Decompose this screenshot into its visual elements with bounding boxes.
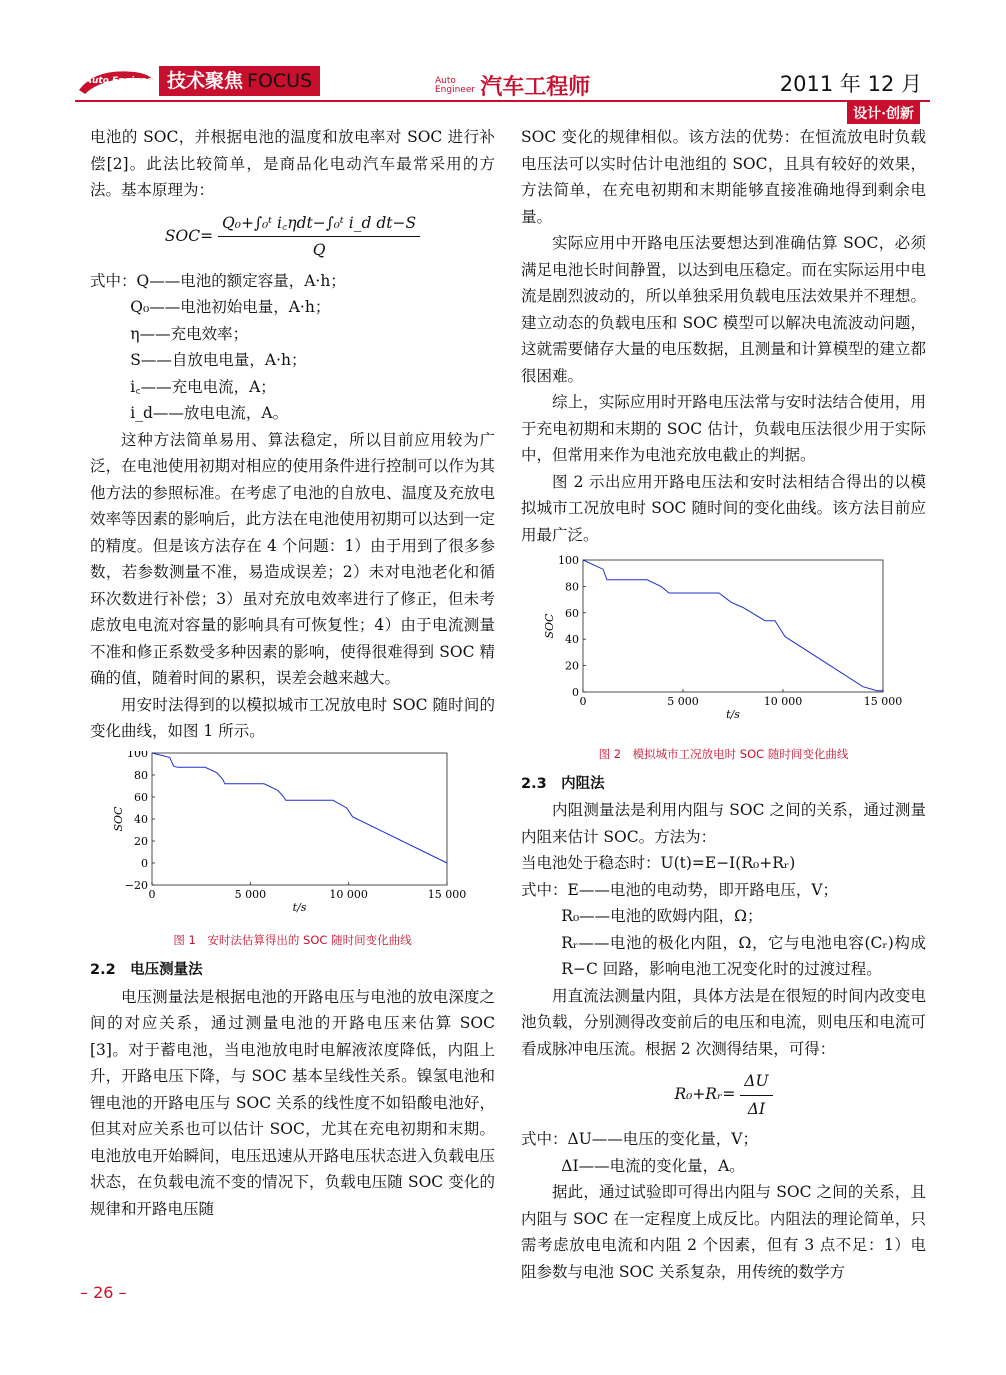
x-tick-label: 15 000 [863,695,903,708]
resistance-formula: R₀+Rᵣ= $\frac{\Delta U}{\Delta I}$ [521,1068,926,1122]
figure-1 [90,751,495,930]
section-heading: 2.2 电压测量法 [90,962,203,978]
y-tick-label: −20 [124,878,148,892]
paragraph: 电池的 SOC，并根据电池的温度和放电率对 SOC 进行补偿[2]。此法比较简单，是商品化电动汽车最常采用的方法。基本原理为： [90,128,495,199]
section-name: 技术聚焦 [167,70,244,92]
symbol-definition: Q₀——电池初始电量，A·h； [130,298,331,316]
y-tick-label: 0 [141,856,148,870]
x-tick-label: 10 000 [329,887,368,901]
soc-chart-2 [521,554,926,734]
symbol-definition: Rᵣ——电池的极化内阻，Ω，它与电池电容(Cᵣ)构成 R−C 回路，影响电池工况变化时的过渡过程。 [561,933,926,978]
figure-2 [521,554,926,743]
section-name-en: FOCUS [247,70,313,92]
symbol-definition: i_d——放电电流，A。 [130,404,289,422]
x-tick-label: 10 000 [763,695,803,708]
x-tick-label: 5 000 [234,887,267,901]
symbol-definition: η——充电效率； [130,324,249,343]
left-column [90,124,495,1222]
paragraph: 内阻测量法是利用内阻与 SOC 之间的关系，通过测量内阻来估计 SOC。方法为： [521,801,926,846]
soc-series-line [583,560,883,691]
x-tick-label: 15 000 [427,887,467,901]
symbol-definition: 式中：ΔU——电压的变化量，V； [521,1130,758,1148]
page-header [75,62,930,122]
svg-text:Auto Engineer: Auto Engineer [85,76,155,86]
x-tick-label: 0 [148,887,156,901]
y-tick-label: 100 [558,554,579,567]
x-tick-label: 0 [579,695,587,708]
paragraph: SOC 变化的规律相似。该方法的优势：在恒流放电时负载电压法可以实时估计电池组的 SOC，且具有较好的效果，方法简单，在充电初期和末期能够直接准确地得到剩余电量。 [521,128,926,226]
soc-formula: SOC= $\frac{\text{Q₀+∫₀ᵗ i꜀ηdt−∫₀ᵗ i\_d dt−S}}{Q}$ [90,210,495,264]
figure-caption: 图 2 模拟城市工况放电时 SOC 随时间变化曲线 [598,746,849,761]
soc-series-line [152,753,447,863]
paragraph: 这种方法简单易用、算法稳定，所以目前应用较为广泛，在电池使用初期对相应的使用条件进行控制可以作为其他方法的参照标准。在考虑了电池的自放电、温度及充放电效率等因素的影响后，此方法在电池使用初期可以达到一定的精度。但是该方法存在 4 个问题：1）由于用到了很多参数，若参数测量不准，易造成误差；2）未对电池老化和循环次数进行补偿；3）虽对充放电效率进行了修正，但未考虑放电电流对容量的影响具有可恢复性；4）由于电流测量不准和修正系数受多种因素的影响，使得很难得到 SOC 精确的值，随着时间的累积，误差会越来越大。 [90,430,495,687]
section-tab [159,66,320,96]
paragraph: 电压测量法是根据电池的开路电压与电池的放电深度之间的对应关系，通过测量电池的开路电压来估算 SOC [3]。对于蓄电池，当电池放电时电解液浓度降低，内阻上升，开路电压下降，与 SOC 基本呈线性关系。镍氢电池和锂电池的开路电压与 SOC 关系的线性度不如铅酸电池好，但其对应关系也可以估计 SOC，尤其在充电初期和末期。电池放电开始瞬间，电压迅速从开路电压状态进入负载电压状态，在负载电流不变的情况下，负载电压随 SOC 变化的规律和开路电压随 [90,987,495,1218]
y-tick-label: 40 [565,633,579,647]
y-tick-label: 20 [134,834,148,848]
symbol-definition: i꜀——充电电流，A； [130,377,276,396]
plot-frame [152,753,447,885]
y-axis-label: SOC [543,613,556,639]
y-axis-label: SOC [112,806,125,831]
x-tick-label: 5 000 [667,695,699,708]
y-tick-label: 80 [134,768,148,782]
right-column [521,124,926,1285]
y-tick-label: 0 [572,686,579,699]
paragraph: 用直流法测量内阻，具体方法是在很短的时间内改变电池负载，分别测得改变前后的电压和电流，则电压和电流可看成脉冲电压流。根据 2 次测得结果，可得： [521,986,926,1058]
y-tick-label: 80 [565,580,579,594]
tagline-badge: 设计·创新 [847,102,920,124]
x-axis-label: t/s [726,708,740,721]
section-heading: 2.3 内阻法 [521,775,605,792]
symbol-definition: S——自放电电量，A·h； [130,351,307,369]
x-axis-label: t/s [292,900,307,914]
y-tick-label: 40 [134,812,148,826]
y-tick-label: 20 [565,659,579,673]
symbol-definition: 式中：Q——电池的额定容量，A·h； [90,271,346,290]
page-number: – 26 – [80,1283,127,1302]
symbol-definition: R₀——电池的欧姆内阻，Ω； [561,907,763,925]
symbol-definition: ΔI——电流的变化量，A。 [561,1156,745,1175]
magazine-title [435,70,590,101]
soc-chart-1 [90,751,495,921]
paragraph: 综上，实际应用时开路电压法常与安时法结合使用，用于充电初期和末期的 SOC 估计，负载电压法很少用于实际中，但常用来作为电池充放电截止的判据。 [521,393,926,464]
auto-engineer-logo [75,66,155,96]
y-tick-label: 60 [134,790,148,804]
y-tick-label: 60 [565,606,579,620]
y-tick-label: 100 [127,750,148,760]
paragraph: 图 2 示出应用开路电压法和安时法相结合得出的以模拟城市工况放电时 SOC 随时间的变化曲线。该方法目前应用最广泛。 [521,472,926,544]
paragraph: 实际应用中开路电压法要想达到准确估算 SOC，必须满足电池长时间静置，以达到电压稳定。而在实际运用中电流是剧烈波动的，所以单独采用负载电压法效果并不理想。建立动态的负载电压和 SOC 模型可以解决电流波动问题，这就需要储存大量的电压数据，且测量和计算模型的建立都很困难。 [521,234,926,385]
magazine-name: 汽车工程师 [480,75,591,100]
magazine-subtitle: Auto Engineer [435,75,476,95]
header-rule [75,100,930,102]
equation: 当电池处于稳态时：U(t)=E−I(R₀+Rᵣ) [521,854,796,872]
figure-caption: 图 1 安时法估算得出的 SOC 随时间变化曲线 [173,933,412,947]
paragraph: 据此，通过试验即可得出内阻与 SOC 之间的关系，且内阻与 SOC 在一定程度上成反比。内阻法的理论简单，只需考虑放电电流和内阻 2 个因素，但有 3 点不足：1）电阻参数与电池 SOC 关系复杂，用传统的数学方 [521,1183,926,1281]
paragraph: 用安时法得到的以模拟城市工况放电时 SOC 随时间的变化曲线，如图 1 所示。 [90,695,495,740]
issue-date: 2011 年 12 月 [779,72,922,96]
symbol-definition: 式中：E——电池的电动势，即开路电压，V； [521,880,839,899]
